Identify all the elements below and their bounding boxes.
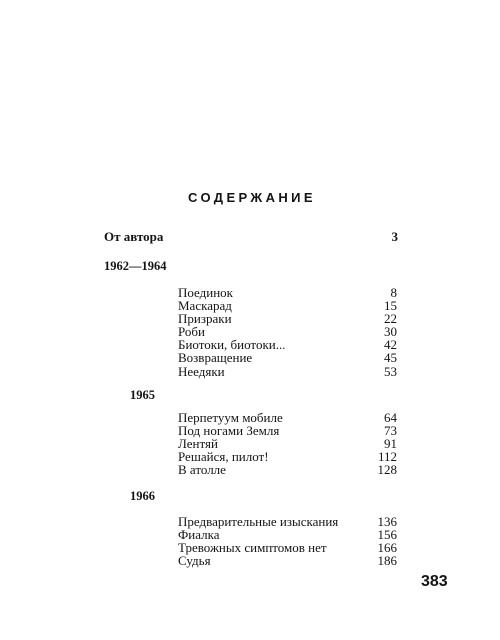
contents-heading: СОДЕРЖАНИЕ [188, 190, 316, 205]
entry-title: Маскарад [178, 298, 232, 314]
entry-title: Возвращение [178, 350, 253, 366]
entry-title: Призраки [178, 311, 232, 327]
entry-title: От автора [104, 229, 164, 244]
entry-page: 15 [384, 298, 397, 314]
entry-page: 53 [384, 363, 397, 379]
entry-page: 30 [384, 324, 397, 340]
toc-entry [178, 351, 397, 364]
entry-page: 166 [377, 540, 397, 556]
entry-title: Перпетуум мобиле [178, 410, 283, 425]
entry-title: Под ногами Земля [178, 423, 280, 439]
toc-entry [178, 312, 397, 325]
section-entries [178, 286, 397, 378]
toc-entry [178, 365, 397, 378]
entry-page: 112 [377, 449, 397, 465]
section-year: 1966 [130, 489, 155, 503]
entry-page: 91 [384, 436, 397, 452]
entry-page: 45 [384, 350, 397, 366]
entry-page: 22 [384, 311, 397, 327]
entry-title: Решайся, пилот! [178, 449, 269, 465]
section-entries [178, 411, 397, 476]
entry-title: В атолле [178, 462, 226, 478]
section-entries [178, 515, 397, 567]
entry-page: 3 [391, 229, 398, 244]
entry-title: Предварительные изыскания [178, 514, 339, 529]
entry-page: 73 [384, 423, 397, 439]
entry-title: Тревожных симптомов нет [178, 540, 327, 556]
section-year: 1962—1964 [104, 259, 167, 273]
page-number: 383 [421, 573, 448, 590]
entry-page: 42 [384, 337, 397, 353]
entry-page: 136 [377, 514, 397, 529]
entry-title: Биотоки, биотоки... [178, 337, 286, 353]
entry-title: Неедяки [178, 363, 225, 379]
entry-title: Фиалка [178, 527, 220, 543]
entry-page: 8 [390, 285, 397, 300]
entry-page: 128 [377, 462, 397, 478]
entry-page: 156 [377, 527, 397, 543]
entry-title: Судья [178, 553, 211, 569]
entry-page: 64 [384, 410, 397, 425]
toc-entry [178, 554, 397, 567]
toc-entry [178, 463, 397, 476]
entry-title: Поединок [178, 285, 233, 300]
entry-page: 186 [377, 553, 397, 569]
entry-title: Лентяй [178, 436, 218, 452]
entry-title: Роби [178, 324, 205, 340]
section-year: 1965 [130, 388, 155, 402]
